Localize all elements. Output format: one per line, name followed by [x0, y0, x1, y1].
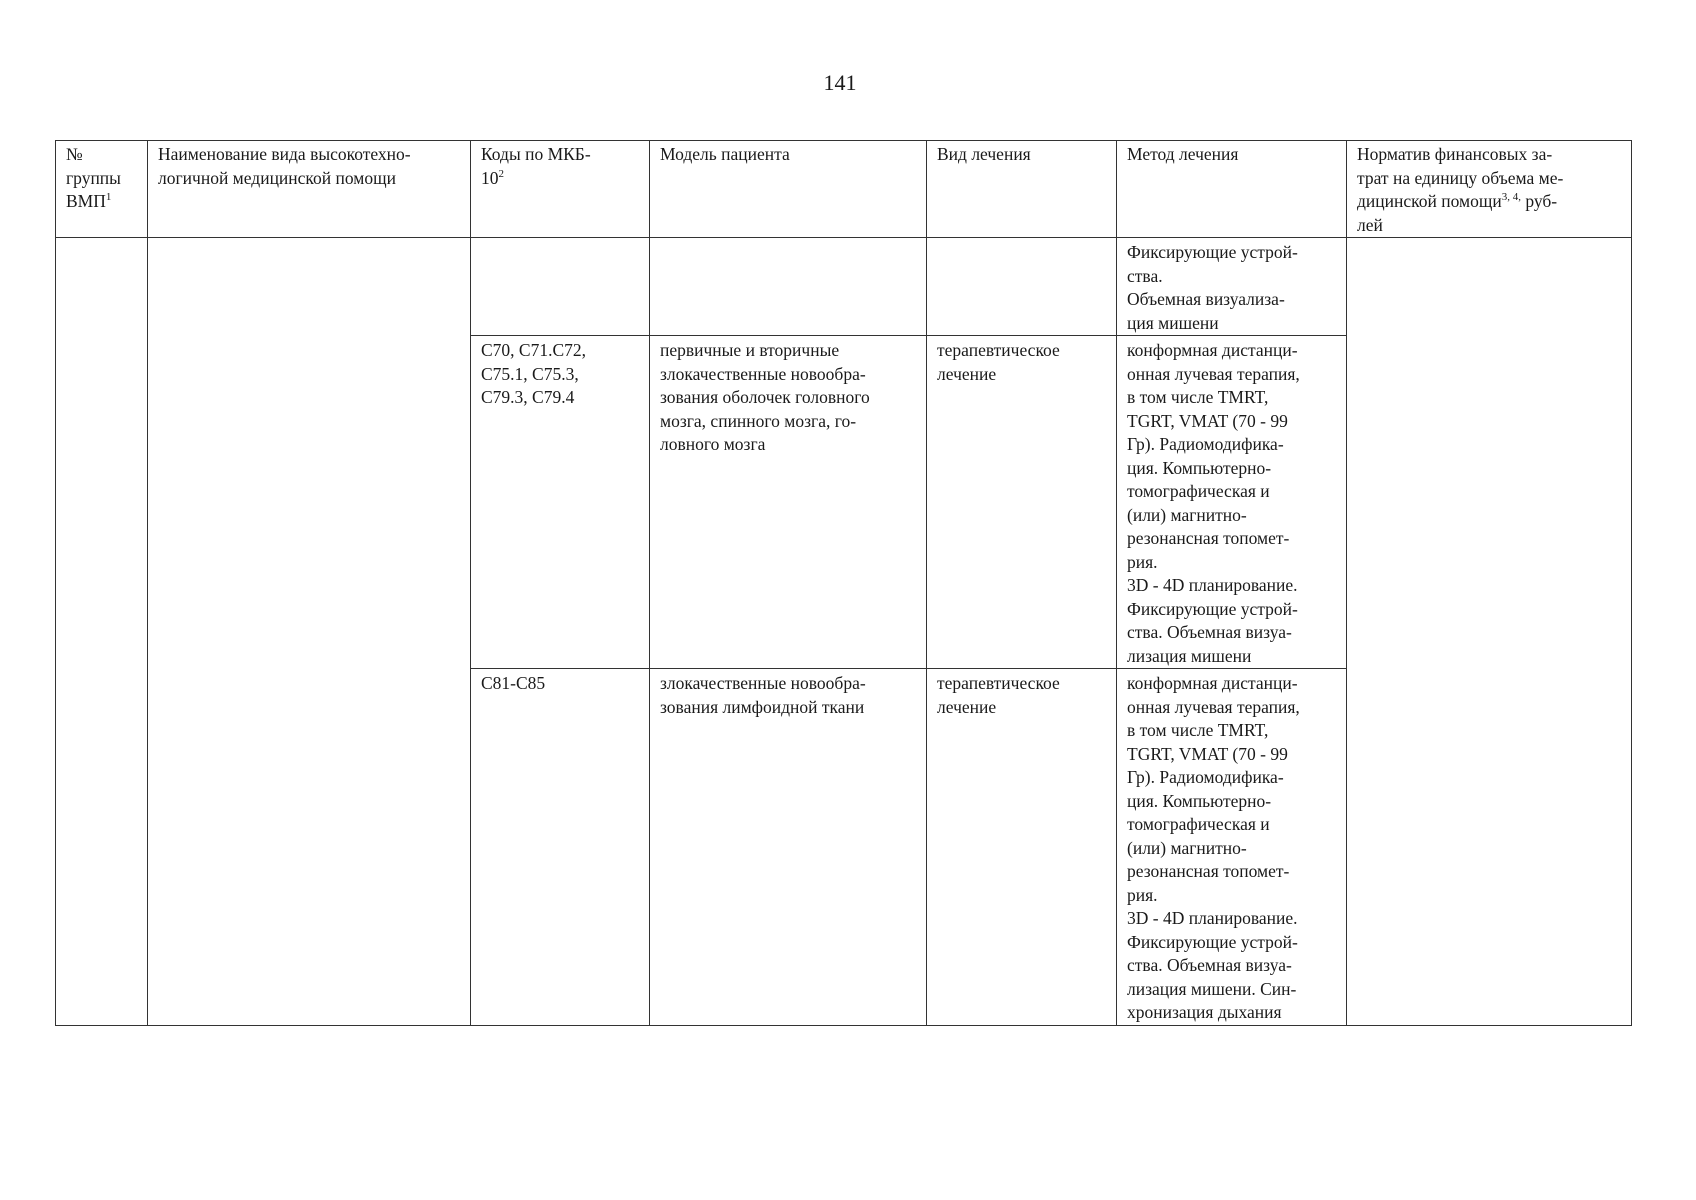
cell-treatment-type: терапевтическое лечение — [927, 669, 1117, 1026]
cell-group-number — [56, 238, 148, 1026]
cell-treatment-type: терапевтическое лечение — [927, 336, 1117, 669]
cell-treatment-type — [927, 238, 1117, 336]
cell-care-type-name — [148, 238, 471, 1026]
header-icd-codes: Коды по МКБ- $10^2$ — [471, 141, 650, 238]
cell-icd-codes: C70, C71.C72, C75.1, C75.3, C79.3, C79.4 — [471, 336, 650, 669]
cell-patient-model: злокачественные новообра- зования лимфоидной ткани — [650, 669, 927, 1026]
cell-cost-standard — [1347, 238, 1632, 1026]
table-row — [56, 238, 1632, 336]
header-patient-model: Модель пациента — [650, 141, 927, 238]
cell-treatment-method: конформная дистанци- онная лучевая терапия, в том числе TMRT, TGRT, VMAT (70 - 99 Гр). Радиомодифика- ция. Компьютерно- томографическая и (или) магнитно- резонансная топомет- рия. 3D - 4D планирование. Фиксирующие устрой- ства. Объемная визуа- лизация мишени — [1117, 336, 1347, 669]
table-header-row — [56, 141, 1632, 238]
cell-treatment-method: конформная дистанци- онная лучевая терапия, в том числе TMRT, TGRT, VMAT (70 - 99 Гр). Радиомодифика- ция. Компьютерно- томографическая и (или) магнитно- резонансная топомет- рия. 3D - 4D планирование. Фиксирующие устрой- ства. Объемная визуа- лизация мишени. Син- хронизация дыхания — [1117, 669, 1347, 1026]
cell-patient-model — [650, 238, 927, 336]
header-treatment-type: Вид лечения — [927, 141, 1117, 238]
cell-icd-codes: C81-C85 — [471, 669, 650, 1026]
treatment-table — [55, 140, 1632, 1026]
page-number: 141 — [823, 70, 857, 95]
cell-treatment-method: Фиксирующие устрой- ства. Объемная визуализа- ция мишени — [1117, 238, 1347, 336]
cell-patient-model: первичные и вторичные злокачественные новообра- зования оболочек головного мозга, спинного мозга, го- ловного мозга — [650, 336, 927, 669]
header-cost-standard: Норматив финансовых за- трат на единицу объема ме- дицинской помощи$^{3, 4,}$ руб- лей — [1347, 141, 1632, 238]
cell-icd-codes — [471, 238, 650, 336]
header-group-number: № группы ВМП$^1$ — [56, 141, 148, 238]
header-care-type-name: Наименование вида высокотехно- логичной медицинской помощи — [148, 141, 471, 238]
header-treatment-method: Метод лечения — [1117, 141, 1347, 238]
